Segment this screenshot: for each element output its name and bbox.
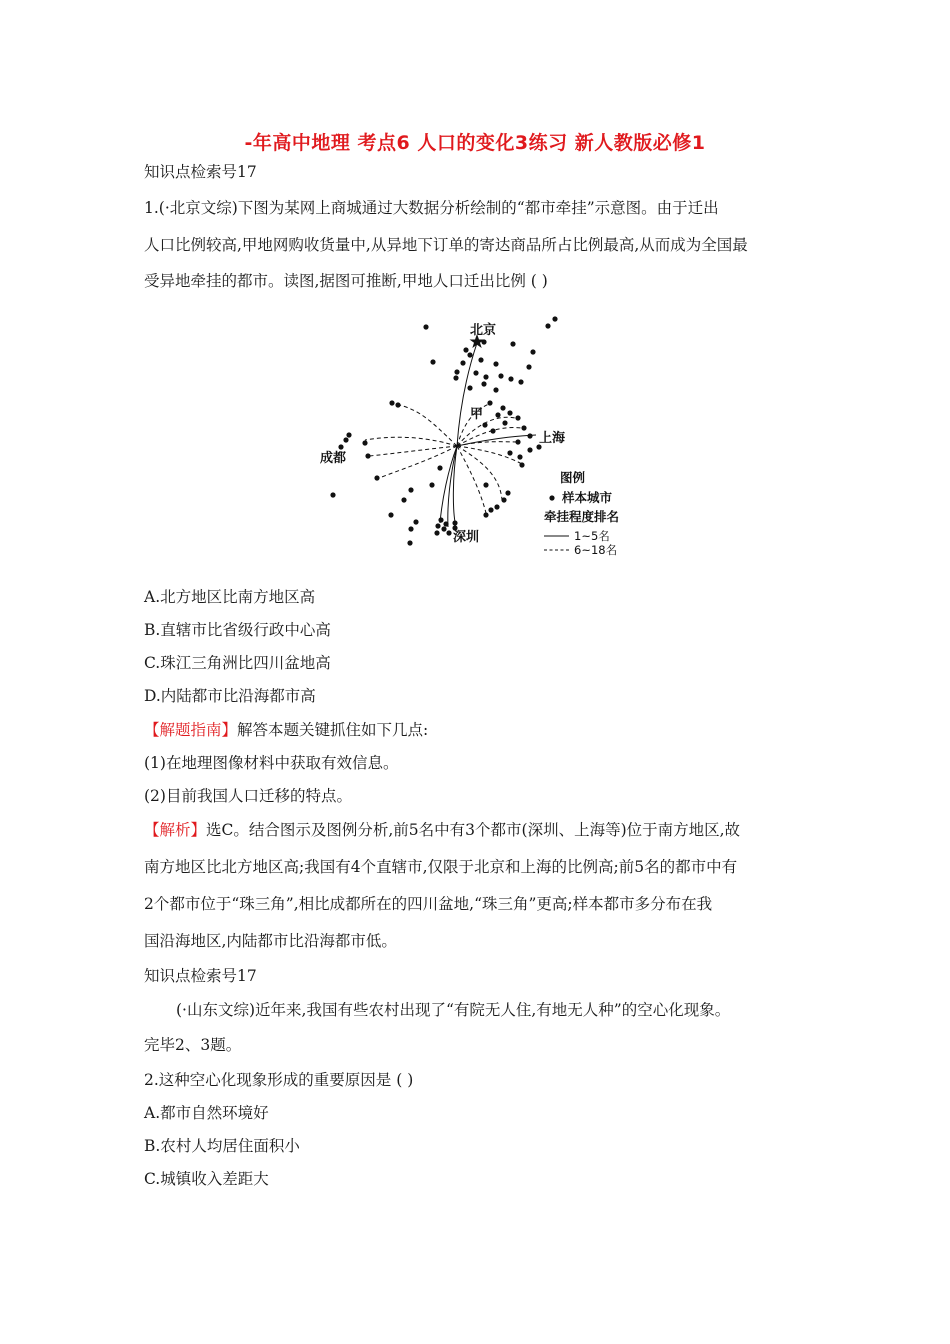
option-1-c: C.珠江三角洲比四川盆地高 — [144, 654, 331, 672]
option-2-b: B.农村人均居住面积小 — [144, 1137, 300, 1155]
map-legend — [544, 470, 619, 557]
label-beijing: 北京 — [470, 323, 497, 338]
legend-rank-title: 牵挂程度排名 — [544, 509, 620, 524]
guide-label: 【解题指南】 — [144, 721, 238, 739]
question-1-line-1: 1.(·北京文综)下图为某网上商城通过大数据分析绘制的“都市牵挂”示意图。由于迁出 — [144, 199, 719, 217]
document-title: -年高中地理 考点6 人口的变化3练习 新人教版必修1 — [244, 132, 706, 154]
legend-rank-6-18: 6~18名 — [574, 543, 618, 557]
option-2-c: C.城镇收入差距大 — [144, 1170, 269, 1188]
guide-point-1: (1)在地理图像材料中获取有效信息。 — [144, 754, 399, 772]
knowledge-point-index-2: 知识点检索号17 — [144, 967, 257, 985]
legend-title: 图例 — [560, 470, 586, 485]
question-2-intro-line-2: 完毕2、3题。 — [144, 1036, 242, 1054]
label-shanghai: 上海 — [539, 431, 566, 446]
option-1-d: D.内陆都市比沿海都市高 — [144, 687, 316, 705]
guide-line — [144, 720, 428, 740]
question-2-intro-line-1: (·山东文综)近年来,我国有些农村出现了“有院无人住,有地无人种”的空心化现象。 — [176, 1001, 731, 1019]
city-concern-map — [310, 310, 650, 560]
knowledge-point-index-1: 知识点检索号17 — [144, 163, 257, 181]
legend-rank-1-5: 1~5名 — [574, 529, 610, 543]
guide-point-2: (2)目前我国人口迁移的特点。 — [144, 787, 352, 805]
solid-links-rank-1-5 — [440, 343, 536, 527]
legend-sample-city: 样本城市 — [562, 490, 613, 505]
legend-dot-icon — [549, 495, 554, 500]
analysis-line-3: 2个都市位于“珠三角”,相比成都所在的四川盆地,“珠三角”更高;样本都市多分布在我 — [144, 895, 713, 913]
option-2-a: A.都市自然环境好 — [144, 1104, 269, 1122]
label-chengdu: 成都 — [320, 451, 347, 466]
option-1-b: B.直辖市比省级行政中心高 — [144, 621, 331, 639]
label-shenzhen: 深圳 — [453, 530, 480, 545]
analysis-line-2: 南方地区比北方地区高;我国有4个直辖市,仅限于北京和上海的比例高;前5名的都市中有 — [144, 858, 738, 876]
option-1-a: A.北方地区比南方地区高 — [144, 588, 316, 606]
question-1-line-2: 人口比例较高,甲地网购收货量中,从异地下订单的寄达商品所占比例最高,从而成为全国最 — [144, 236, 748, 254]
guide-text: 解答本题关键抓住如下几点: — [237, 721, 429, 739]
question-1-line-3: 受异地牵挂的都市。读图,据图可推断,甲地人口迁出比例 ( ) — [144, 272, 548, 290]
label-jia: 甲 — [470, 407, 484, 422]
analysis-label: 【解析】 — [144, 821, 207, 839]
sample-city-dots — [330, 316, 557, 545]
question-2-stem: 2.这种空心化现象形成的重要原因是 ( ) — [144, 1071, 414, 1089]
analysis-line-4: 国沿海地区,内陆都市比沿海都市低。 — [144, 932, 397, 950]
analysis-line-1: 【解析】选C。结合图示及图例分析,前5名中有3个都市(深圳、上海等)位于南方地区,故 — [144, 821, 741, 839]
